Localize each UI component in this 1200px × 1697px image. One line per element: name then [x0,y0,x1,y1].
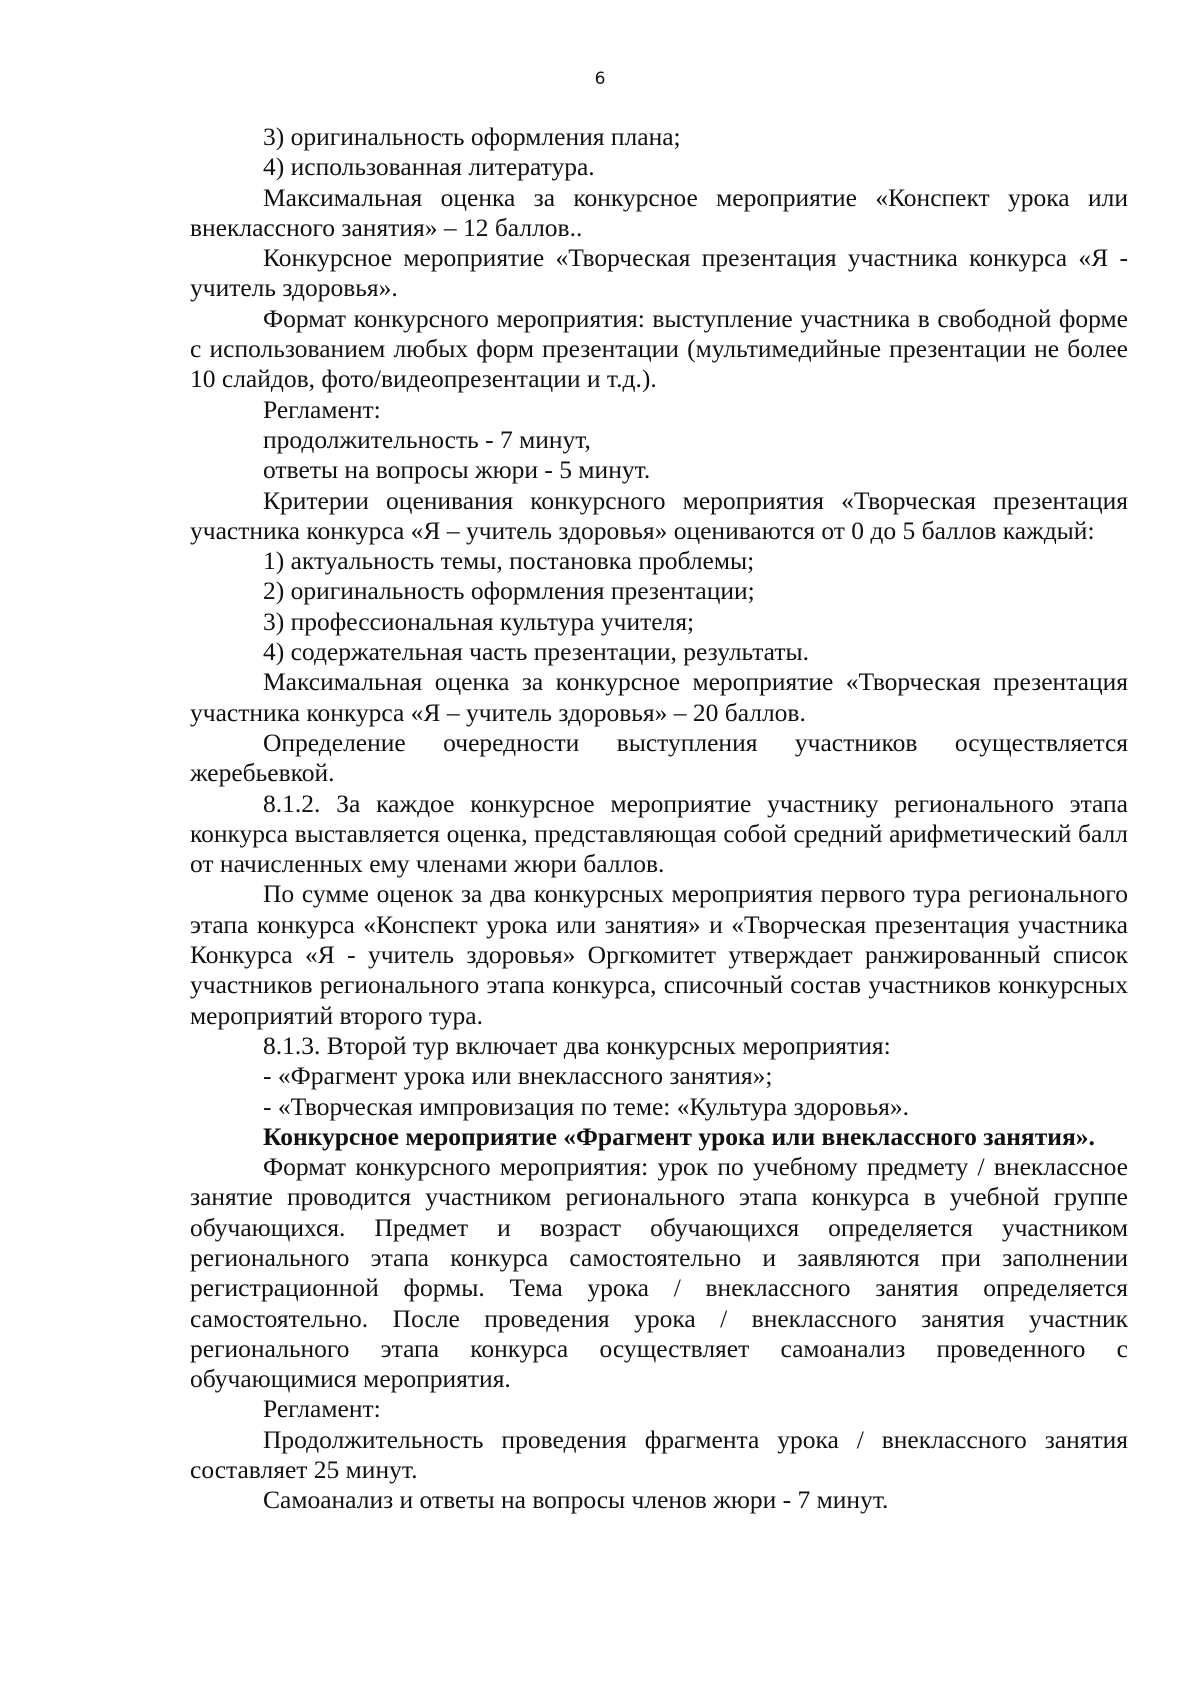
paragraph: 3) оригинальность оформления плана; [263,122,681,151]
paragraph: 8.1.2. За каждое конкурсное мероприятие участнику регионального этапа конкурса выставляется оценка, представляющая собой средний арифметический балл от начисленных ему членами жюри баллов. [190,788,1128,879]
paragraph: - «Фрагмент урока или внеклассного занятия»; [263,1061,773,1091]
paragraph: Регламент: [263,1394,381,1424]
page-number: 6 [594,69,606,89]
paragraph: Формат конкурсного мероприятия: урок по учебному предмету / внеклассное занятие проводится участником регионального этапа конкурса в учебной группе обучающихся. Предмет и возраст обучающихся определяется участником регионального этапа конкурса самостоятельно и заявляются при заполнении регистрационной формы. Тема урока / внеклассного занятия определяется самостоятельно. После проведения урока / внеклассного занятия участник регионального этапа конкурса осуществляет самоанализ проведенного с обучающимися мероприятия. [190,1152,1128,1394]
paragraph: 4) использованная литература. [263,152,595,182]
paragraph: Самоанализ и ответы на вопросы членов жюри - 7 минут. [263,1485,889,1515]
paragraph: 8.1.3. Второй тур включает два конкурсных мероприятия: [263,1030,891,1060]
paragraph: По сумме оценок за два конкурсных мероприятия первого тура регионального этапа конкурса «Конспект урока или занятия» и «Творческая презентация участника Конкурса «Я - учитель здоровья» Оргкомитет утверждает ранжированный список участников регионального этапа конкурса, списочный состав участников конкурсных мероприятий второго тура. [190,879,1128,1030]
paragraph: ответы на вопросы жюри - 5 минут. [263,455,651,485]
paragraph: продолжительность - 7 минут, [263,424,591,454]
section-heading: Конкурсное мероприятие «Фрагмент урока или внеклассного занятия». [263,1121,1095,1151]
paragraph: Формат конкурсного мероприятия: выступление участника в свободной форме с использованием любых форм презентации (мультимедийные презентации не более 10 слайдов, фото/видеопрезентации и т.д.). [190,303,1128,394]
paragraph: 3) профессиональная культура учителя; [263,606,695,636]
paragraph: 2) оригинальность оформления презентации; [263,576,755,606]
paragraph: Регламент: [263,394,381,424]
document-body [190,122,1128,1516]
paragraph: Максимальная оценка за конкурсное мероприятие «Конспект урока или внеклассного занятия» – 12 баллов.. [190,182,1128,242]
paragraph: 1) актуальность темы, постановка проблемы; [263,546,755,576]
paragraph: - «Творческая импровизация по теме: «Культура здоровья». [263,1091,909,1121]
paragraph: Максимальная оценка за конкурсное мероприятие «Творческая презентация участника конкурса «Я – учитель здоровья» – 20 баллов. [190,667,1128,727]
paragraph: 4) содержательная часть презентации, результаты. [263,637,809,667]
paragraph: Продолжительность проведения фрагмента урока / внеклассного занятия составляет 25 минут. [190,1424,1128,1485]
paragraph: Конкурсное мероприятие «Творческая презентация участника конкурса «Я - учитель здоровья». [190,243,1128,303]
paragraph: Критерии оценивания конкурсного мероприятия «Творческая презентация участника конкурса «Я – учитель здоровья» оцениваются от 0 до 5 баллов каждый: [190,485,1128,545]
paragraph: Определение очередности выступления участников осуществляется жеребьевкой. [190,727,1128,788]
